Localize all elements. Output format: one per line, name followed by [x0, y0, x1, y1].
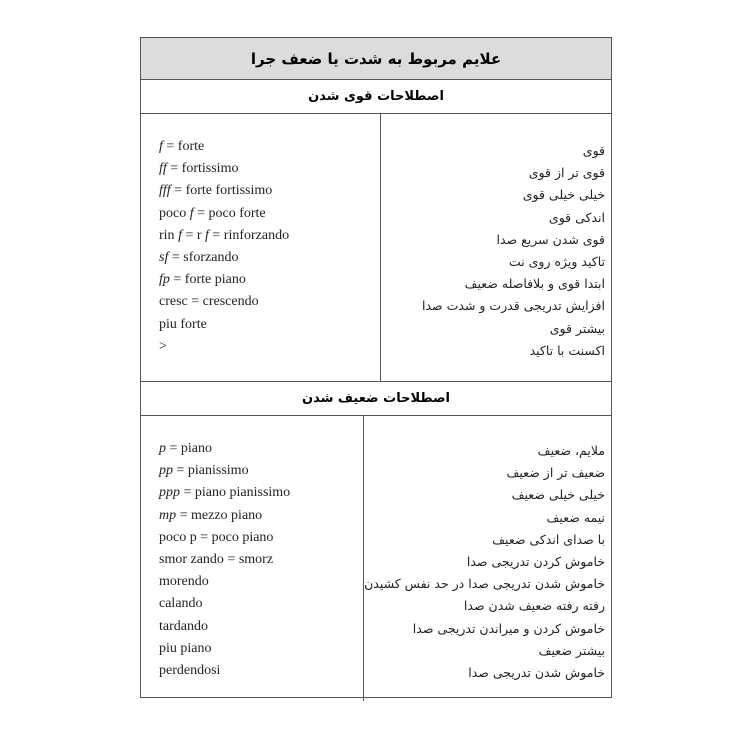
term-segment: smor zando = smorz: [159, 551, 274, 567]
term-segment: = mezzo piano: [176, 507, 263, 523]
term-segment: = piano pianissimo: [180, 485, 291, 501]
term-segment: tardando: [159, 618, 208, 634]
term-segment: piu piano: [159, 640, 212, 656]
term-item: [159, 549, 363, 571]
term-segment: mp: [159, 507, 177, 523]
term-item: [159, 269, 380, 291]
term-segment: p: [159, 441, 166, 456]
term-segment: = r: [181, 227, 206, 243]
term-item: [159, 593, 363, 615]
term-item: [159, 438, 363, 460]
meaning-item: بیشتر قوی: [549, 320, 605, 336]
meanings-column: [364, 416, 611, 701]
term-segment: f: [205, 227, 209, 243]
term-segment: = rinforzando: [208, 227, 290, 243]
terms-column: [141, 416, 364, 701]
term-item: [159, 505, 363, 527]
term-item: [159, 616, 363, 638]
term-item: [159, 336, 380, 358]
meaning-item: خاموش کردن تدریجی صدا: [466, 553, 605, 569]
table-title: علایم مربوط به شدت یا ضعف جرا: [141, 38, 611, 80]
meaning-item: با صدای اندکی ضعیف: [492, 531, 605, 547]
meaning-item: ابتدا قوی و بلافاصله ضعیف: [464, 276, 605, 292]
term-segment: = forte: [162, 139, 205, 154]
meaning-item: اندکی قوی: [548, 209, 605, 225]
term-segment: = pianissimo: [173, 463, 249, 479]
meaning-item: قوی تر از قوی: [528, 165, 605, 181]
term-segment: = poco forte: [193, 205, 266, 221]
term-segment: fff: [159, 183, 171, 199]
meanings-column: [381, 114, 611, 381]
term-item: [159, 638, 363, 660]
term-segment: ff: [159, 161, 167, 177]
term-segment: f: [159, 139, 163, 154]
term-segment: sf: [159, 249, 169, 265]
term-segment: calando: [159, 596, 203, 612]
term-segment: poco p = poco piano: [159, 529, 274, 545]
term-item: [159, 225, 380, 247]
term-segment: poco: [159, 205, 190, 221]
term-segment: perdendosi: [159, 662, 221, 678]
section-body-weak: [141, 416, 611, 701]
meaning-item: بیشتر ضعیف: [538, 642, 605, 658]
meaning-item: قوی: [582, 143, 605, 158]
term-segment: >: [159, 338, 167, 354]
term-item: [159, 571, 363, 593]
term-item: [159, 203, 380, 225]
term-item: [159, 136, 380, 158]
term-item: [159, 180, 380, 202]
term-segment: morendo: [159, 574, 209, 590]
meaning-item: رفته رفته ضعیف شدن صدا: [463, 598, 605, 614]
meaning-item: خیلی خیلی قوی: [522, 187, 605, 203]
meaning-item: خاموش شدن تدریجی صدا در حد نفس کشیدن: [364, 576, 605, 592]
dynamics-table: [140, 37, 612, 698]
term-segment: = fortissimo: [166, 161, 239, 177]
meaning-item: خاموش شدن تدریجی صدا: [468, 664, 605, 680]
meaning-item: قوی شدن سریع صدا: [496, 231, 605, 247]
term-item: [159, 247, 380, 269]
meaning-item: تاکید ویژه روی نت: [508, 253, 605, 269]
term-segment: = forte piano: [169, 272, 246, 288]
meaning-item: خیلی خیلی ضعیف: [511, 487, 605, 503]
term-item: [159, 527, 363, 549]
term-segment: piu forte: [159, 316, 207, 332]
term-segment: pp: [159, 463, 173, 479]
meaning-item: نیمه ضعیف: [546, 509, 605, 525]
meaning-item: خاموش کردن و میراندن تدریجی صدا: [412, 620, 605, 636]
term-segment: = sforzando: [168, 249, 239, 265]
term-segment: rin: [159, 227, 179, 243]
section-heading-weak: اصطلاحات ضعیف شدن: [141, 381, 611, 416]
term-segment: = piano: [166, 441, 212, 456]
term-item: [159, 291, 380, 313]
section-body-strong: [141, 114, 611, 381]
section-heading-strong: اصطلاحات قوی شدن: [141, 80, 611, 114]
meaning-item: ضعیف تر از ضعیف: [506, 465, 605, 481]
term-item: [159, 460, 363, 482]
term-segment: cresc = crescendo: [159, 294, 259, 310]
term-item: [159, 482, 363, 504]
term-segment: f: [178, 227, 182, 243]
term-item: [159, 314, 380, 336]
term-segment: fp: [159, 272, 170, 288]
term-segment: f: [189, 205, 194, 221]
term-segment: = forte fortissimo: [170, 183, 273, 199]
term-item: [159, 660, 363, 682]
meaning-item: افزایش تدریجی قدرت و شدت صدا: [422, 298, 605, 314]
terms-column: [141, 114, 381, 381]
term-segment: ppp: [159, 485, 180, 501]
meaning-item: ملایم، ضعیف: [537, 443, 605, 458]
meaning-item: اکسنت با تاکید: [529, 342, 605, 358]
term-item: [159, 158, 380, 180]
